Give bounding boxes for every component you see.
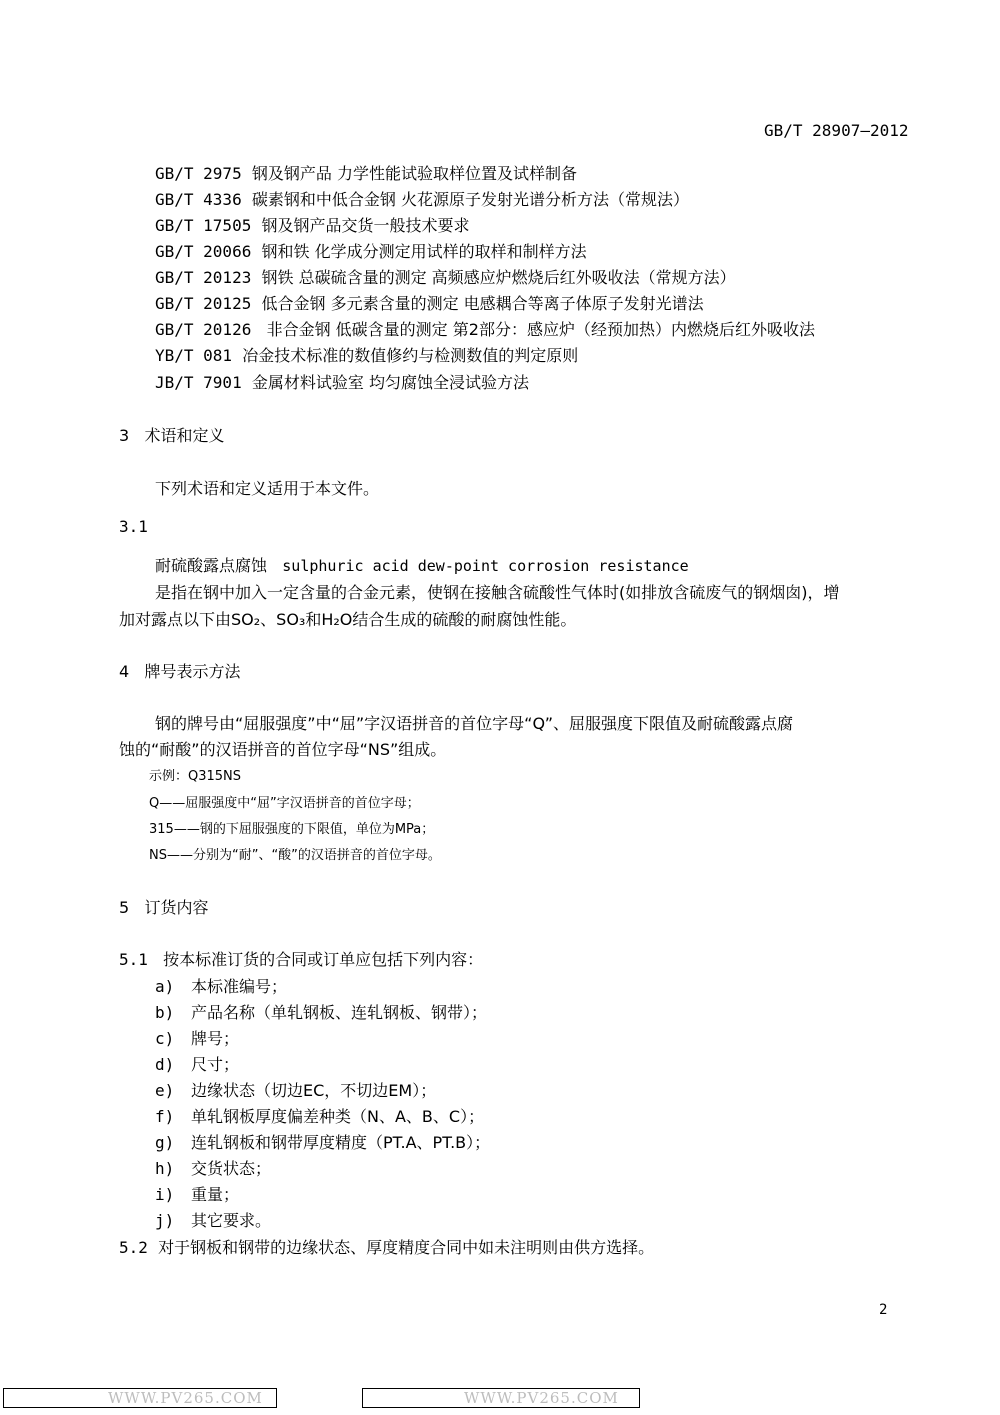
section-number: 4 bbox=[119, 662, 130, 681]
reference-item bbox=[155, 192, 689, 208]
list-item-text: 本标准编号； bbox=[191, 977, 288, 996]
list-item bbox=[155, 979, 287, 995]
list-item-label: h) bbox=[155, 1159, 175, 1178]
section-title: 牌号表示方法 bbox=[144, 662, 241, 681]
reference-code: GB/T 2975 bbox=[155, 164, 242, 183]
list-item-label: b) bbox=[155, 1003, 175, 1022]
list-item bbox=[155, 1213, 271, 1229]
definition-line: 加对露点以下由SO₂、SO₃和H₂O结合生成的硫酸的耐腐蚀性能。 bbox=[119, 610, 577, 629]
term-english: sulphuric acid dew-point corrosion resistance bbox=[282, 557, 689, 575]
reference-code: GB/T 4336 bbox=[155, 190, 242, 209]
list-item bbox=[155, 1057, 239, 1073]
reference-code: GB/T 20066 bbox=[155, 242, 252, 261]
paragraph-line: 钢的牌号由“屈服强度”中“屈”字汉语拼音的首位字母“Q”、屈服强度下限值及耐硫酸露点腐 bbox=[155, 714, 794, 733]
list-item bbox=[155, 1083, 436, 1099]
reference-title: 非合金钢 低碳含量的测定 第2部分：感应炉（经预加热）内燃烧后红外吸收法 bbox=[261, 320, 815, 339]
subsection-number: 3.1 bbox=[119, 517, 148, 536]
section-number: 5 bbox=[119, 898, 130, 917]
list-item-text: 牌号； bbox=[191, 1029, 240, 1048]
list-item-text: 产品名称（单轧钢板、连轧钢板、钢带）； bbox=[191, 1003, 488, 1022]
term-chinese: 耐硫酸露点腐蚀 bbox=[155, 556, 268, 575]
list-item-text: 单轧钢板厚度偏差种类（N、A、B、C）； bbox=[191, 1107, 485, 1126]
list-item-label: j) bbox=[155, 1211, 175, 1230]
watermark-left: WWW.PV265.COM bbox=[108, 1389, 263, 1407]
section-title: 术语和定义 bbox=[144, 426, 225, 445]
reference-code: GB/T 17505 bbox=[155, 216, 252, 235]
definition-line: 是指在钢中加入一定含量的合金元素，使钢在接触含硫酸性气体时(如排放含硫废气的钢烟囱)，增 bbox=[155, 583, 840, 602]
reference-item bbox=[155, 348, 578, 364]
list-item-label: a) bbox=[155, 977, 175, 996]
list-item bbox=[155, 1031, 239, 1047]
watermark-right: WWW.PV265.COM bbox=[464, 1389, 619, 1407]
reference-code: GB/T 20126 bbox=[155, 320, 252, 339]
example-line: 315——钢的下屈服强度的下限值，单位为MPa； bbox=[149, 822, 435, 837]
section-title: 订货内容 bbox=[144, 898, 209, 917]
list-item-text: 尺寸； bbox=[191, 1055, 240, 1074]
term-entry bbox=[155, 558, 689, 574]
reference-title: 冶金技术标准的数值修约与检测数值的判定原则 bbox=[242, 346, 579, 365]
reference-title: 钢及钢产品 力学性能试验取样位置及试样制备 bbox=[251, 164, 577, 183]
section-3-intro: 下列术语和定义适用于本文件。 bbox=[155, 479, 380, 498]
clause-5-2 bbox=[119, 1240, 654, 1256]
list-item-label: i) bbox=[155, 1185, 175, 1204]
reference-item bbox=[155, 244, 587, 260]
list-item-label: d) bbox=[155, 1055, 175, 1074]
reference-code: YB/T 081 bbox=[155, 346, 233, 365]
reference-item bbox=[155, 296, 704, 312]
reference-item bbox=[155, 375, 529, 391]
list-item bbox=[155, 1187, 239, 1203]
clause-text: 对于钢板和钢带的边缘状态、厚度精度合同中如未注明则由供方选择。 bbox=[158, 1238, 655, 1257]
reference-title: 低合金钢 多元素含量的测定 电感耦合等离子体原子发射光谱法 bbox=[261, 294, 704, 313]
reference-item bbox=[155, 218, 470, 234]
reference-title: 钢和铁 化学成分测定用试样的取样和制样方法 bbox=[261, 242, 587, 261]
section-4-heading bbox=[119, 664, 240, 680]
list-item-label: e) bbox=[155, 1081, 175, 1100]
list-item-text: 连轧钢板和钢带厚度精度（PT.A、PT.B）； bbox=[191, 1133, 491, 1152]
clause-text: 按本标准订货的合同或订单应包括下列内容： bbox=[163, 950, 484, 969]
list-item-label: g) bbox=[155, 1133, 175, 1152]
list-item-text: 边缘状态（切边EC，不切边EM）； bbox=[191, 1081, 437, 1100]
list-item-label: c) bbox=[155, 1029, 175, 1048]
reference-title: 碳素钢和中低合金钢 火花源原子发射光谱分析方法（常规法） bbox=[251, 190, 689, 209]
list-item bbox=[155, 1005, 487, 1021]
reference-item bbox=[155, 166, 577, 182]
reference-code: GB/T 20125 bbox=[155, 294, 252, 313]
reference-item bbox=[155, 322, 815, 338]
example-line: Q——屈服强度中“屈”字汉语拼音的首位字母； bbox=[149, 796, 420, 811]
list-item-text: 其它要求。 bbox=[191, 1211, 272, 1230]
page-number: 2 bbox=[879, 1302, 888, 1318]
list-item bbox=[155, 1109, 484, 1125]
list-item bbox=[155, 1161, 271, 1177]
example-label: 示例：Q315NS bbox=[149, 769, 242, 784]
clause-number: 5.1 bbox=[119, 950, 148, 969]
reference-item bbox=[155, 270, 736, 286]
reference-title: 钢及钢产品交货一般技术要求 bbox=[261, 216, 470, 235]
section-5-heading bbox=[119, 900, 208, 916]
section-3-heading bbox=[119, 428, 224, 444]
standard-code-header: GB/T 28907—2012 bbox=[764, 121, 909, 140]
reference-title: 金属材料试验室 均匀腐蚀全浸试验方法 bbox=[251, 373, 529, 392]
clause-5-1 bbox=[119, 952, 483, 968]
reference-code: GB/T 20123 bbox=[155, 268, 252, 287]
list-item-text: 重量； bbox=[191, 1185, 240, 1204]
list-item-text: 交货状态； bbox=[191, 1159, 272, 1178]
reference-title: 钢铁 总碳硫含量的测定 高频感应炉燃烧后红外吸收法（常规方法） bbox=[261, 268, 736, 287]
list-item bbox=[155, 1135, 490, 1151]
list-item-label: f) bbox=[155, 1107, 175, 1126]
reference-code: JB/T 7901 bbox=[155, 373, 242, 392]
section-number: 3 bbox=[119, 426, 130, 445]
clause-number: 5.2 bbox=[119, 1238, 148, 1257]
paragraph-line: 蚀的“耐酸”的汉语拼音的首位字母“NS”组成。 bbox=[119, 740, 447, 759]
example-line: NS——分别为“耐”、“酸”的汉语拼音的首位字母。 bbox=[149, 848, 441, 863]
